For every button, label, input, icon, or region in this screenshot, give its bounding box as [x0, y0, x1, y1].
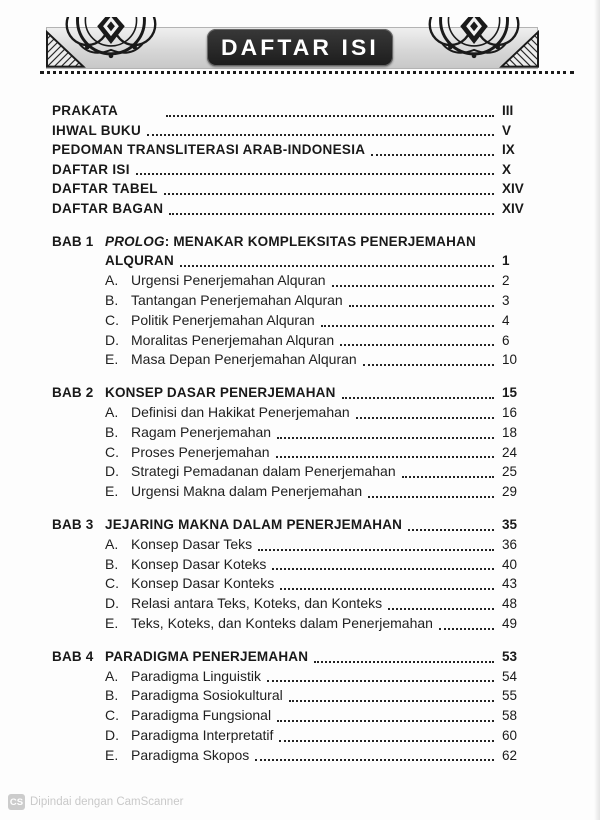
camscanner-logo-icon: CS	[8, 794, 25, 810]
item-text: Relasi antara Teks, Koteks, dan Konteks	[131, 595, 383, 612]
item-text: Konsep Dasar Teks	[131, 535, 253, 552]
chapter-title	[105, 515, 402, 535]
page-number: X	[502, 161, 512, 177]
item-letter: C.	[105, 707, 119, 724]
dot-leader	[368, 496, 494, 498]
dot-leader	[255, 759, 494, 761]
item-text: Konsep Dasar Konteks	[131, 575, 275, 592]
indent-spacer	[52, 726, 105, 746]
item-text: Moralitas Penerjemahan Alquran	[131, 331, 335, 348]
dot-leader	[439, 628, 494, 630]
page-title: DAFTAR ISI	[221, 34, 379, 60]
toc-row	[52, 515, 536, 535]
dot-leader	[277, 437, 494, 439]
item-letter: A.	[105, 667, 119, 684]
item-text: Urgensi Makna dalam Penerjemahan	[131, 483, 363, 500]
page-number: 24	[502, 444, 518, 460]
toc-row	[52, 443, 536, 463]
indent-spacer	[52, 574, 105, 594]
indent-spacer	[52, 251, 105, 271]
page-number: 60	[502, 727, 518, 743]
page-number: 4	[502, 312, 510, 328]
indent-spacer	[52, 482, 105, 502]
page-number: 35	[502, 516, 518, 532]
chapter-title-text: JEJARING MAKNA DALAM PENERJEMAHAN	[105, 516, 403, 532]
toc-row	[52, 350, 536, 370]
indent-spacer	[52, 686, 105, 706]
dot-leader	[363, 364, 494, 366]
chapter-title	[105, 383, 336, 403]
toc-row	[52, 462, 536, 482]
item-text: Masa Depan Penerjemahan Alquran	[131, 351, 357, 368]
item-letter: B.	[105, 291, 119, 308]
item-letter: B.	[105, 555, 119, 572]
dot-leader	[180, 265, 494, 267]
toc-row	[52, 647, 536, 667]
toc-row	[52, 686, 536, 706]
dot-leader	[371, 154, 494, 156]
item-text: Definisi dan Hakikat Penerjemahan	[131, 403, 350, 420]
toc-row	[52, 199, 536, 219]
dot-leader	[349, 305, 494, 307]
toc-row	[52, 101, 536, 121]
toc-row	[52, 251, 536, 271]
page-number: 53	[502, 648, 518, 664]
item-letter: E.	[105, 746, 119, 763]
item-text: Paradigma Skopos	[131, 746, 250, 763]
item-text: Politik Penerjemahan Alquran	[131, 311, 315, 328]
page-number: 29	[502, 484, 518, 500]
entry-label: PEDOMAN TRANSLITERASI ARAB-INDONESIA	[52, 142, 366, 158]
indent-spacer	[52, 271, 105, 291]
dot-leader	[408, 529, 494, 531]
page-number: 2	[502, 273, 510, 289]
toc-row	[52, 403, 536, 423]
item-text: Konsep Dasar Koteks	[131, 555, 267, 572]
chapter-title-text: : MENAKAR KOMPLEKSITAS PENERJEMAHAN	[164, 233, 476, 249]
item-letter: B.	[105, 423, 119, 440]
item-letter: A.	[105, 272, 119, 289]
dot-leader	[289, 700, 494, 702]
chapter-block	[52, 383, 536, 502]
dot-leader	[267, 680, 494, 682]
page-number: 58	[502, 708, 518, 724]
indent-spacer	[52, 350, 105, 370]
dot-leader	[169, 213, 494, 215]
chapter-title-text: PARADIGMA PENERJEMAHAN	[105, 648, 309, 664]
toc-row	[52, 574, 536, 594]
item-text: Urgensi Penerjemahan Alquran	[131, 272, 326, 289]
dot-leader	[147, 134, 494, 136]
dot-leader	[332, 285, 494, 287]
page-number: IX	[502, 142, 515, 158]
item-letter: E.	[105, 351, 119, 368]
item-letter: C.	[105, 311, 119, 328]
item-letter: B.	[105, 687, 119, 704]
toc-row	[52, 482, 536, 502]
toc-row	[52, 423, 536, 443]
toc-row	[52, 706, 536, 726]
item-text: Paradigma Sosiokultural	[131, 687, 283, 704]
front-matter-list	[52, 101, 536, 219]
indent-spacer	[52, 667, 105, 687]
dot-leader	[342, 397, 494, 399]
entry-label: DAFTAR BAGAN	[52, 200, 164, 216]
toc-row	[52, 667, 536, 687]
item-text: Paradigma Linguistik	[131, 667, 261, 684]
chapter-block	[52, 232, 536, 371]
page-number: 36	[502, 536, 518, 552]
dot-leader	[277, 720, 494, 722]
item-letter: E.	[105, 483, 119, 500]
item-text: Ragam Penerjemahan	[131, 423, 272, 440]
chapter-title	[105, 647, 308, 667]
toc-row	[52, 383, 536, 403]
indent-spacer	[52, 423, 105, 443]
header-dotted-rule	[40, 71, 574, 74]
item-letter: D.	[105, 726, 119, 743]
item-letter: A.	[105, 403, 119, 420]
arabesque-ornament-left-icon	[46, 17, 172, 69]
page-number: 18	[502, 424, 518, 440]
entry-label: IHWAL BUKU	[52, 122, 141, 138]
page-title-plate	[207, 29, 393, 66]
toc-row	[52, 555, 536, 575]
toc-row	[52, 140, 536, 160]
page-number: III	[502, 103, 514, 118]
page-number: 43	[502, 576, 518, 592]
entry-label: PRAKATA	[52, 103, 119, 118]
item-text: Teks, Koteks, dan Konteks dalam Penerjemahan	[131, 614, 433, 631]
dot-leader	[272, 568, 494, 570]
chapter-title	[105, 232, 476, 252]
camscanner-watermark	[8, 794, 183, 810]
toc-row	[52, 179, 536, 199]
chapter-title-line2: ALQURAN	[105, 253, 174, 269]
toc-row	[52, 311, 536, 331]
indent-spacer	[52, 443, 105, 463]
dot-leader	[258, 549, 494, 551]
dot-leader	[321, 325, 494, 327]
item-text: Proses Penerjemahan	[131, 443, 270, 460]
page-number: 62	[502, 747, 518, 763]
item-letter: C.	[105, 443, 119, 460]
indent-spacer	[52, 535, 105, 555]
dot-leader	[279, 740, 494, 742]
toc-row	[52, 746, 536, 766]
toc-row	[52, 535, 536, 555]
toc-row	[52, 594, 536, 614]
item-text: Paradigma Interpretatif	[131, 726, 274, 743]
chapter-block	[52, 515, 536, 634]
item-letter: A.	[105, 535, 119, 552]
arabesque-ornament-right-icon	[413, 17, 539, 69]
entry-label: DAFTAR ISI	[52, 161, 130, 177]
page-number: 40	[502, 556, 518, 572]
dot-leader	[136, 173, 494, 175]
item-letter: D.	[105, 463, 119, 480]
toc-row	[52, 331, 536, 351]
chapter-number: BAB 4	[52, 648, 94, 664]
page-number: 15	[502, 385, 518, 401]
dot-leader	[166, 115, 494, 117]
page-number: XIV	[502, 200, 524, 216]
indent-spacer	[52, 331, 105, 351]
chapter-number: BAB 2	[52, 385, 94, 401]
page-number: 6	[502, 332, 510, 348]
indent-spacer	[52, 746, 105, 766]
entry-label: DAFTAR TABEL	[52, 181, 158, 197]
page-number: 25	[502, 464, 518, 480]
item-text: Tantangan Penerjemahan Alquran	[131, 291, 343, 308]
page-number: XIV	[502, 181, 524, 197]
item-letter: E.	[105, 614, 119, 631]
indent-spacer	[52, 462, 105, 482]
chapter-block	[52, 647, 536, 766]
item-letter: C.	[105, 575, 119, 592]
item-text: Strategi Pemadanan dalam Penerjemahan	[131, 463, 396, 480]
toc-row	[52, 121, 536, 141]
indent-spacer	[52, 555, 105, 575]
dot-leader	[356, 417, 494, 419]
toc-row	[52, 291, 536, 311]
page-number: 48	[502, 596, 518, 612]
toc-row	[52, 271, 536, 291]
page-number: 55	[502, 688, 518, 704]
item-letter: D.	[105, 331, 119, 348]
dot-leader	[402, 476, 494, 478]
page-number: 1	[502, 253, 510, 269]
indent-spacer	[52, 614, 105, 634]
indent-spacer	[52, 403, 105, 423]
page-number: V	[502, 122, 512, 138]
toc-row	[52, 160, 536, 180]
page-number: 54	[502, 668, 518, 684]
chapter-number: BAB 3	[52, 516, 94, 532]
toc-row	[52, 726, 536, 746]
chapter-number: BAB 1	[52, 233, 94, 249]
indent-spacer	[52, 291, 105, 311]
dot-leader	[340, 344, 494, 346]
indent-spacer	[52, 706, 105, 726]
toc-row	[52, 614, 536, 634]
chapter-title-italic: PROLOG	[105, 233, 165, 249]
dot-leader	[280, 588, 494, 590]
table-of-contents	[52, 101, 536, 765]
toc-row	[52, 232, 536, 252]
dot-leader	[314, 661, 494, 663]
indent-spacer	[52, 594, 105, 614]
page-number: 10	[502, 352, 518, 368]
item-letter: D.	[105, 595, 119, 612]
dot-leader	[164, 193, 494, 195]
camscanner-watermark-text: Dipindai dengan CamScanner	[30, 796, 184, 808]
item-text: Paradigma Fungsional	[131, 707, 272, 724]
page-number: 3	[502, 292, 510, 308]
chapter-title-text: KONSEP DASAR PENERJEMAHAN	[105, 385, 336, 401]
dot-leader	[276, 456, 494, 458]
indent-spacer	[52, 311, 105, 331]
dot-leader	[388, 608, 494, 610]
page-number: 16	[502, 404, 518, 420]
page-number: 49	[502, 615, 518, 631]
